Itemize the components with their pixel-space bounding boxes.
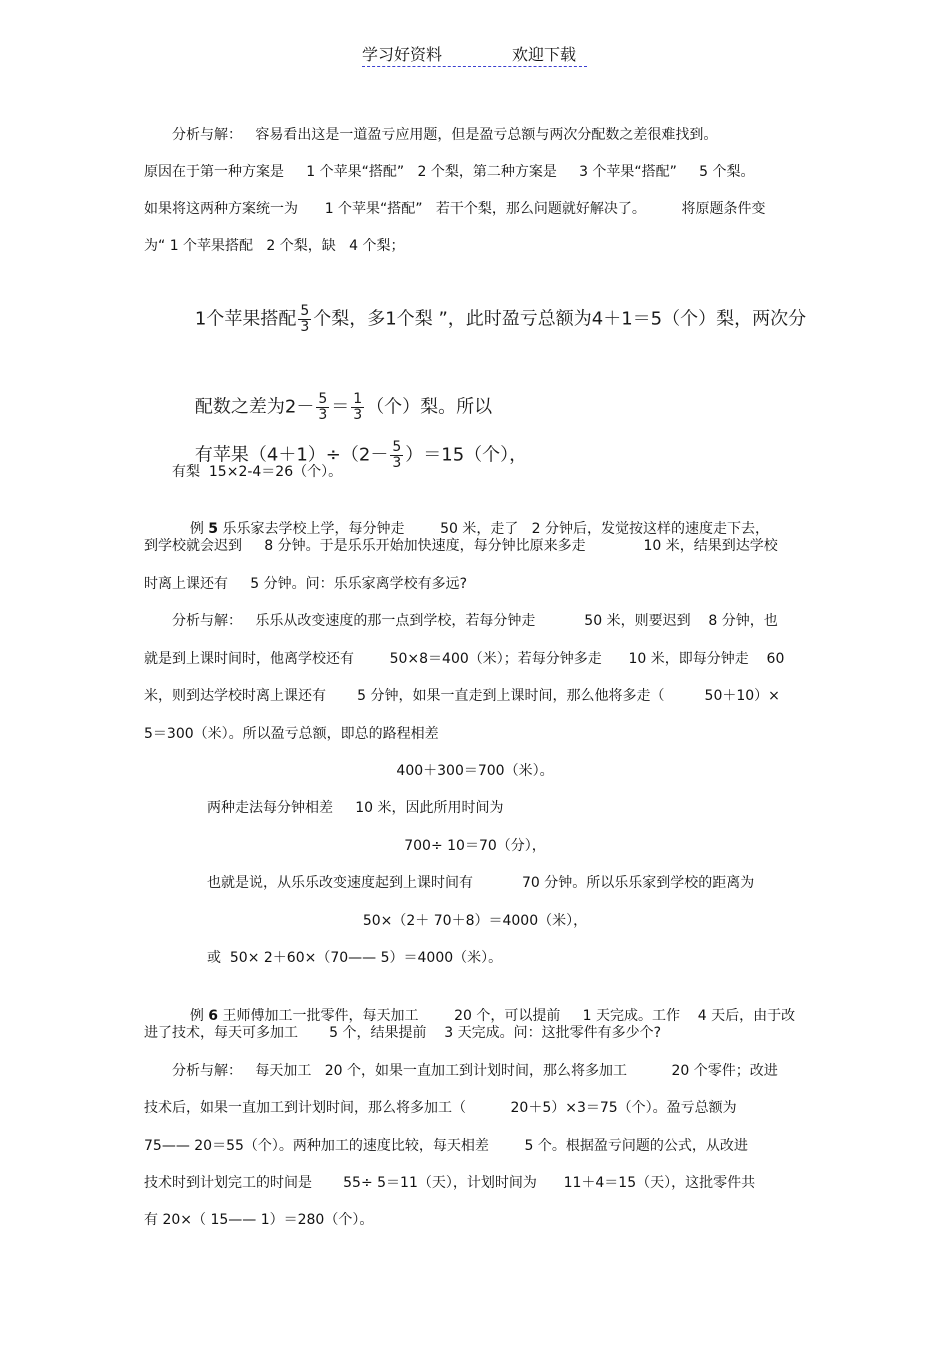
- fraction-numerator: 5: [318, 391, 328, 407]
- paragraph-line: 75—— 20＝55（个）。两种加工的速度比较，每天相差 5 个。根据盈亏问题的公式，从改进: [144, 1138, 748, 1154]
- paragraph-line: 两种走法每分钟相差 10 米，因此所用时间为: [207, 800, 504, 816]
- paragraph-line: 也就是说，从乐乐改变速度起到上课时间有 70 分钟。所以乐乐家到学校的距离为: [207, 875, 755, 891]
- formula-text: ）＝15（个），: [405, 444, 528, 466]
- header-right-text: 欢迎下载: [512, 45, 577, 64]
- paragraph-line: 或 50× 2＋60×（70—— 5）＝4000（米）。: [207, 950, 503, 966]
- fraction-denominator: 3: [392, 455, 402, 471]
- fraction-numerator: 5: [392, 439, 402, 455]
- page-header: [362, 40, 587, 67]
- fraction: [298, 304, 311, 335]
- equation-line: 50×（2＋ 70＋8）＝4000（米），: [362, 913, 588, 929]
- fraction-denominator: 3: [300, 319, 310, 335]
- fraction-numerator: 5: [300, 303, 310, 319]
- equation-line: 700÷ 10＝70（分），: [404, 838, 546, 854]
- example-text: 乐乐家去学校上学，每分钟走 50 米，走了 2 分钟后，发觉按这样的速度走下去，: [218, 521, 770, 537]
- equation-line: 400＋300＝700（米）。: [396, 763, 554, 779]
- paragraph-line: 分析与解： 容易看出这是一道盈亏应用题，但是盈亏总额与两次分配数之差很难找到。: [172, 127, 718, 143]
- paragraph-line: 技术时到计划完工的时间是 55÷ 5＝11（天），计划时间为 11＋4＝15（天），这批零件共: [144, 1175, 756, 1191]
- fraction: [390, 440, 403, 471]
- fraction-denominator: 3: [353, 407, 363, 423]
- formula-text: 有苹果（4＋1）÷（2－: [194, 444, 389, 466]
- paragraph-line: 5＝300（米）。所以盈亏总额，即总的路程相差: [144, 726, 439, 742]
- example-text: 王师傅加工一批零件，每天加工 20 个，可以提前 1 天完成。工作 4 天后，由于改: [218, 1008, 796, 1024]
- paragraph-line: 如果将这两种方案统一为 1 个苹果“搭配” 若干个梨，那么问题就好解决了。 将原题条件变: [144, 201, 766, 217]
- example-prefix: 例: [189, 1008, 209, 1024]
- paragraph-line: 有 20×（ 15—— 1）＝280（个）。: [144, 1212, 374, 1228]
- fraction-numerator: 1: [353, 391, 363, 407]
- formula-text: （个）梨。所以: [366, 396, 493, 418]
- example-prefix: 例: [189, 521, 209, 537]
- formula-image-line-3: [172, 412, 527, 499]
- example-number: 6: [208, 1008, 219, 1024]
- example-number: 5: [208, 521, 219, 537]
- paragraph-line: 分析与解： 每天加工 20 个，如果一直加工到计划时间，那么将多加工 20 个零件；改进: [172, 1063, 778, 1079]
- formula-text: 配数之差为2－: [194, 396, 315, 418]
- paragraph-line: 为“ 1 个苹果搭配 2 个梨，缺 4 个梨；: [144, 238, 405, 254]
- paragraph-line: 时离上课还有 5 分钟。问：乐乐家离学校有多远?: [144, 576, 468, 592]
- paragraph-line: 米，则到达学校时离上课还有 5 分钟，如果一直走到上课时间，那么他将多走（ 50＋10）×: [144, 688, 780, 704]
- paragraph-line: 分析与解： 乐乐从改变速度的那一点到学校，若每分钟走 50 米，则要迟到 8 分钟，也: [172, 613, 778, 629]
- paragraph-line: 进了技术，每天可多加工 5 个，结果提前 3 天完成。问：这批零件有多少个?: [144, 1025, 662, 1041]
- paragraph-line: 有梨 15×2-4＝26（个）。: [172, 464, 343, 480]
- formula-text: ＝: [331, 396, 350, 418]
- formula-image-line-1: [172, 276, 806, 363]
- header-left-text: 学习好资料: [362, 45, 443, 64]
- fraction-denominator: 3: [318, 407, 328, 423]
- formula-text: 个梨，多1个梨 ”，此时盈亏总额为4＋1＝5（个）梨，两次分: [313, 308, 807, 330]
- paragraph-line: 就是到上课时间时，他离学校还有 50×8＝400（米）；若每分钟多走 10 米，即每分钟走 60: [144, 651, 785, 667]
- paragraph-line: 原因在于第一种方案是 1 个苹果“搭配” 2 个梨，第二种方案是 3 个苹果“搭配” 5 个梨。: [144, 164, 755, 180]
- paragraph-line: 技术后，如果一直加工到计划时间，那么将多加工（ 20＋5）×3＝75（个）。盈亏总额为: [144, 1100, 737, 1116]
- paragraph-line: 到学校就会迟到 8 分钟。于是乐乐开始加快速度，每分钟比原来多走 10 米，结果到达学校: [144, 538, 778, 554]
- formula-text: 1个苹果搭配: [194, 308, 297, 330]
